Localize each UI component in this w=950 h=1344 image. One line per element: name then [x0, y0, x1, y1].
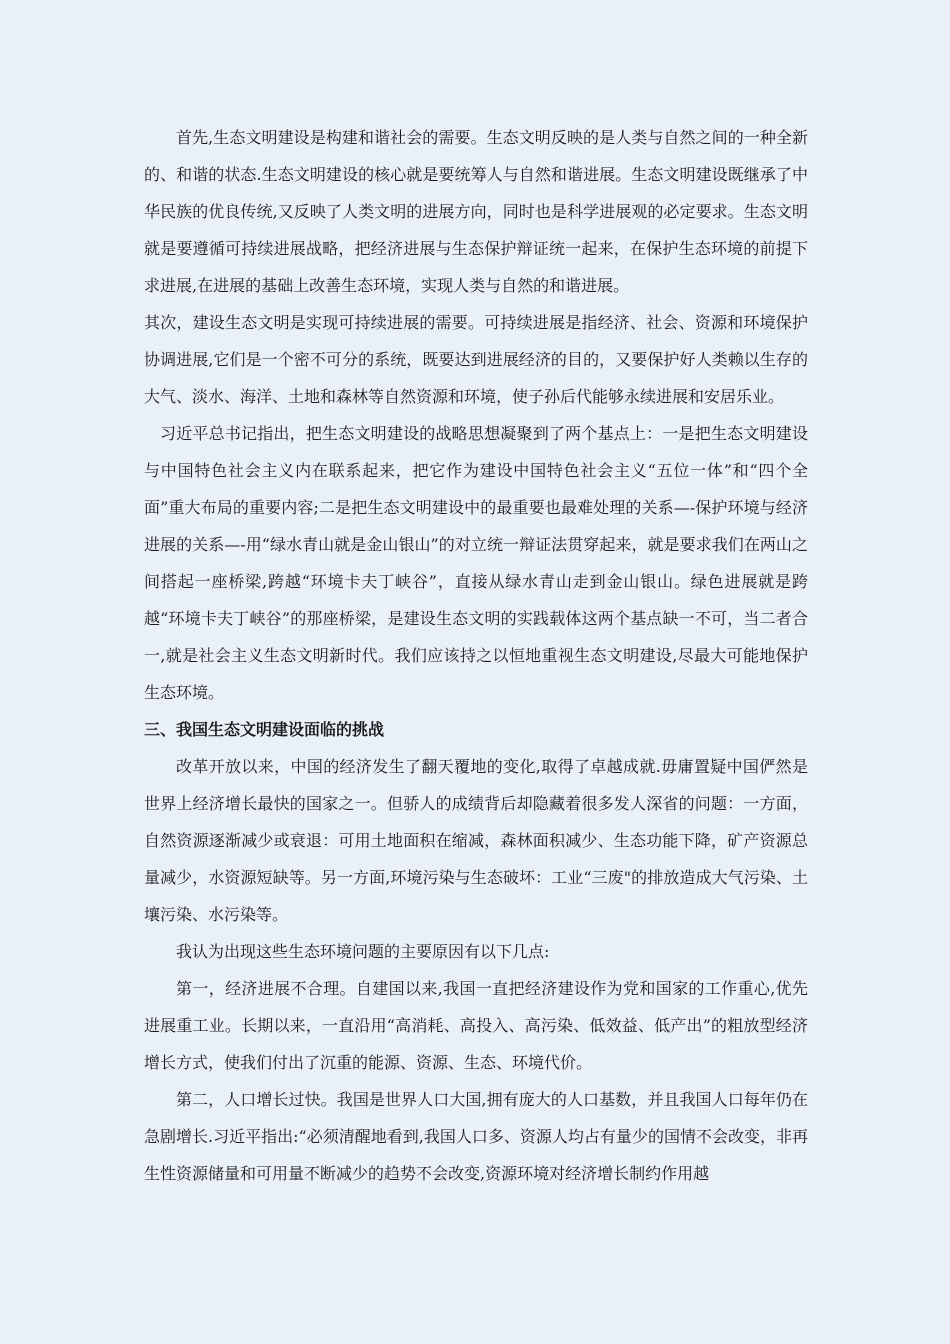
paragraph-sustainable-development: 其次，建设生态文明是实现可持续进展的需要。可持续进展是指经济、社会、资源和环境保护协调进展,它们是一个密不可分的系统，既要达到进展经济的目的，又要保护好人类赖以生存的大气、淡水、海洋、土地和森林等自然资源和环境，使子孙后代能够永续进展和安居乐业。 [144, 313, 808, 406]
paragraph-reform-problems: 改革开放以来，中国的经济发生了翻天覆地的变化,取得了卓越成就.毋庸置疑中国俨然是世界上经济增长最快的国家之一。但骄人的成绩背后却隐藏着很多发人深省的问题：一方面，自然资源逐渐减少或衰退：可用土地面积在缩减，森林面积减少、生态功能下降，矿产资源总量减少，水资源短缺等。另一方面,环境污染与生态破坏：工业“三废"的排放造成大气污染、土壤污染、水污染等。 [144, 757, 808, 924]
paragraph-cause-population: 第二，人口增长过快。我国是世界人口大国,拥有庞大的人口基数，并且我国人口每年仍在急剧增长.习近平指出:“必须清醒地看到,我国人口多、资源人均占有量少的国情不会改变，非再生性资源储量和可用量不断减少的趋势不会改变,资源环境对经济增长制约作用越 [144, 1090, 808, 1183]
paragraph-cause-economy: 第一，经济进展不合理。自建国以来,我国一直把经济建设作为党和国家的工作重心,优先进展重工业。长期以来，一直沿用“高消耗、高投入、高污染、低效益、低产出”的粗放型经济增长方式，使我们付出了沉重的能源、资源、生态、环境代价。 [144, 979, 808, 1072]
paragraph-harmonious-society: 首先,生态文明建设是构建和谐社会的需要。生态文明反映的是人类与自然之间的一种全新的、和谐的状态.生态文明建设的核心就是要统筹人与自然和谐进展。生态文明建设既继承了中华民族的优良传统,又反映了人类文明的进展方向，同时也是科学进展观的必定要求。生态文明就是要遵循可持续进展战略，把经济进展与生态保护辩证统一起来，在保护生态环境的前提下求进展,在进展的基础上改善生态环境，实现人类与自然的和谐进展。 [144, 128, 808, 295]
section-heading-challenges: 三、我国生态文明建设面临的挑战 [144, 720, 385, 739]
paragraph-causes-intro: 我认为出现这些生态环境问题的主要原因有以下几点: [176, 942, 550, 961]
paragraph-xi-two-basepoints: 习近平总书记指出，把生态文明建设的战略思想凝聚到了两个基点上：一是把生态文明建设与中国特色社会主义内在联系起来，把它作为建设中国特色社会主义“五位一体”和“四个全面”重大布局的重要内容;二是把生态文明建设中的最重要也最难处理的关系—-保护环境与经济进展的关系—-用“绿水青山就是金山银山”的对立统一辩证法贯穿起来，就是要求我们在两山之间搭起一座桥梁,跨越“环境卡夫丁峡谷”，直接从绿水青山走到金山银山。绿色进展就是跨越“环境卡夫丁峡谷”的那座桥梁，是建设生态文明的实践载体这两个基点缺一不可，当二者合一,就是社会主义生态文明新时代。我们应该持之以恒地重视生态文明建设,尽最大可能地保护生态环境。 [144, 424, 808, 702]
document-body [144, 119, 808, 1192]
